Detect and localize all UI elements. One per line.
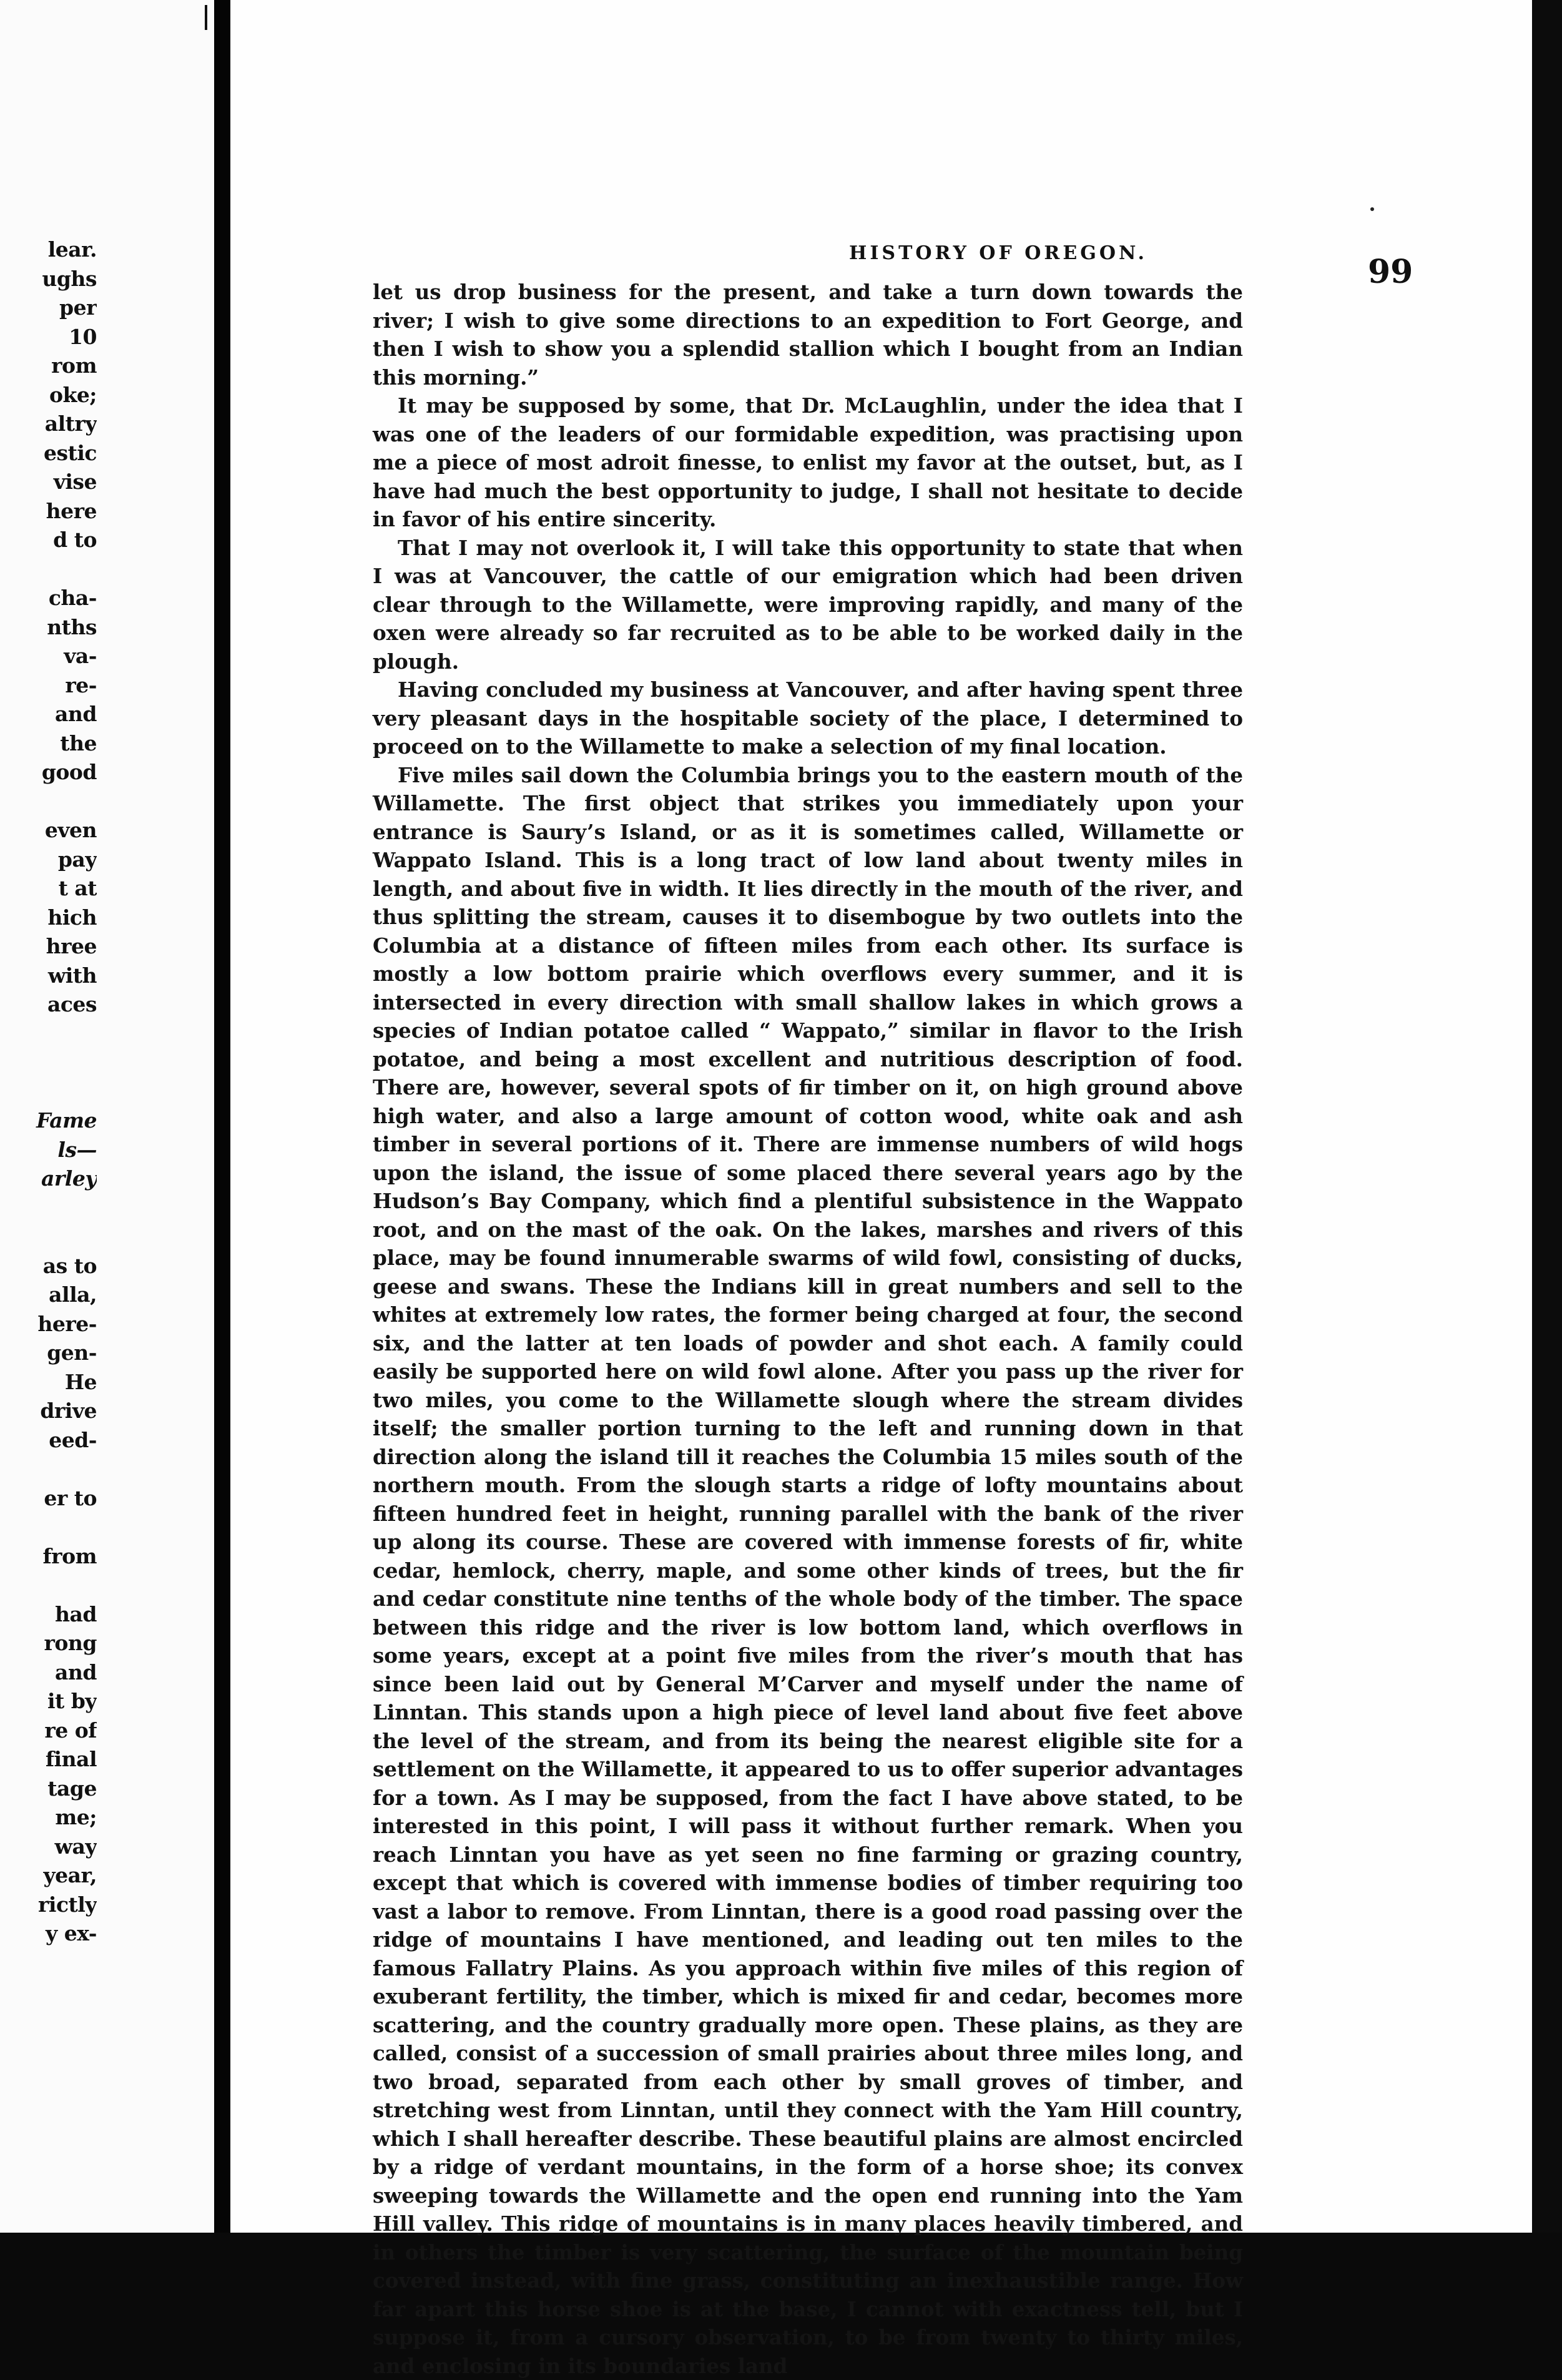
left-line-fragment: had xyxy=(55,1602,97,1627)
right-page xyxy=(230,0,1562,2233)
page-edge-shadow xyxy=(1532,0,1562,2233)
left-line-fragment: arley xyxy=(41,1166,97,1191)
left-line-fragment: ls— xyxy=(57,1138,97,1163)
body-text xyxy=(373,278,1243,2380)
left-line-fragment: 10 xyxy=(69,325,97,350)
left-line-fragment: nths xyxy=(47,615,97,640)
left-line-fragment: here- xyxy=(37,1312,97,1337)
left-line-fragment: from xyxy=(42,1544,97,1569)
left-line-fragment: and xyxy=(55,702,97,727)
left-line-fragment: and xyxy=(55,1660,97,1685)
paragraph: Five miles sail down the Columbia brings you to the eastern mouth of the Willamette. The first object that strikes you immediately upon your entrance is Saury’s Island, or as it is sometimes called, Willamette or Wappato Island. This is a long tract of low land about twenty miles in length, and about five in width. It lies directly in the mouth of the river, and thus splitting the stream, causes it to disembogue by two outlets into the Columbia at a distance of fifteen miles from each other. Its surface is mostly a low bottom prairie which overflows every summer, and it is intersected in every direction with small shallow lakes in which grows a species of Indian potatoe called “ Wappato,” similar in flavor to the Irish potatoe, and being a most excellent and nutritious description of food. There are, however, several spots of fir timber on it, on high ground above high water, and also a large amount of cotton wood, white oak and ash timber in several portions of it. There are immense numbers of wild hogs upon the island, the issue of some placed there several years ago by the Hudson’s Bay Company, which find a plentiful subsistence in the Wappato root, and on the mast of the oak. On the lakes, marshes and rivers of this place, may be found innumerable swarms of wild fowl, consisting of ducks, geese and swans. These the Indians kill in great numbers and sell to the whites at extremely low rates, the former being charged at four, the second six, and the latter at ten loads of powder and shot each. A family could easily be supported here on wild fowl alone. After you pass up the river for two miles, you come to the Willamette slough where the stream divides itself; the smaller portion turning to the left and running down in that direction along the island till it reaches the Columbia 15 miles south of the northern mouth. From the slough starts a ridge of lofty mountains about fifteen hundred feet in height, running parallel with the bank of the river up along its course. These are covered with immense forests of fir, white cedar, hemlock, cherry, maple, and some other kinds of trees, but the fir and cedar constitute nine tenths of the whole body of the timber. The space between this ridge and the river is low bottom land, which overflows in some years, except at a point five miles from the river’s mouth that has since been laid out by General M’Carver and myself under the name of Linntan. This stands upon a high piece of level land about five feet above the level of the stream, and from its being the nearest eligible site for a settlement on the Willamette, it appeared to us to offer superior advantages for a town. As I may be supposed, from the fact I have above stated, to be interested in this point, I will pass it without further remark. When you reach Linntan you have as yet seen no fine farming or grazing country, except that which is covered with immense bodies of timber requiring too vast a labor to remove. From Linntan, there is a good road passing over the ridge of mountains I have mentioned, and leading out ten miles to the famous Fallatry Plains. As you approach within five miles of this region of exuberant fertility, the timber, which is mixed fir and cedar, becomes more scattering, and the country gradually more open. These plains, as they are called, consist of a succession of small prairies about three miles long, and two broad, separated from each other by small groves of timber, and stretching west from Linntan, until they connect with the Yam Hill country, which I shall hereafter describe. These beautiful plains are almost encircled by a ridge of verdant mountains, in the form of a horse shoe; its convex sweeping towards the Willamette and the open end running into the Yam Hill valley. This ridge of mountains is in many places heavily timbered, and in others the timber is very scattering, the surface of the mountain being covered instead, with fine grass, constituting an inexhaustible range. How far apart this horse shoe is at the base, I cannot with exactness tell, but I suppose it, from a cursory observation, to be from twenty to thirty miles, and enclosing in its boundaries land xyxy=(373,761,1243,2380)
paragraph: That I may not overlook it, I will take this opportunity to state that when I was at Vancouver, the cattle of our emigration which had been driven clear through to the Willamette, were improving rapidly, and many of the oxen were already so far recruited as to be able to be worked daily in the plough. xyxy=(373,534,1243,676)
left-line-fragment: the xyxy=(60,731,97,756)
page-paper xyxy=(230,0,1532,2233)
left-line-fragment: it by xyxy=(47,1689,97,1714)
left-line-fragment: hree xyxy=(46,934,97,959)
left-line-fragment: rong xyxy=(44,1631,97,1656)
page-number: 99 xyxy=(1368,253,1413,291)
left-line-fragment: tage xyxy=(47,1776,97,1801)
left-line-fragment: way xyxy=(55,1834,97,1859)
left-line-fragment: me; xyxy=(55,1805,97,1830)
scan-speck xyxy=(1370,207,1374,211)
left-line-fragment: alla, xyxy=(49,1282,97,1307)
left-line-fragment: with xyxy=(48,963,97,988)
paragraph: Having concluded my business at Vancouver, and after having spent three very pleasant days in the hospitable society of the place, I determined to proceed on to the Willamette to make a selection of my final location. xyxy=(373,676,1243,761)
paragraph: It may be supposed by some, that Dr. McLaughlin, under the idea that I was one of the leaders of our formidable expedition, was practising upon me a piece of most adroit finesse, to enlist my favor at the outset, but, as I have had much the best opportunity to judge, I shall not hesitate to decide in favor of his entire sincerity. xyxy=(373,391,1243,534)
left-line-fragment: hich xyxy=(47,905,97,930)
left-line-fragment: gen- xyxy=(47,1340,97,1365)
left-line-fragment: final xyxy=(46,1747,97,1772)
left-line-fragment: rictly xyxy=(38,1892,97,1917)
paragraph: let us drop business for the present, and take a turn down towards the river; I wish to give some directions to an expedition to Fort George, and then I wish to show you a splendid stallion which I bought from an Indian this morning.” xyxy=(373,278,1243,391)
left-line-fragment: d to xyxy=(53,528,97,553)
left-line-fragment: t at xyxy=(59,876,97,901)
left-line-fragment: cha- xyxy=(49,586,97,611)
left-line-fragment: year, xyxy=(43,1863,97,1888)
left-line-fragment: lear. xyxy=(48,237,97,262)
left-line-fragment: oke; xyxy=(49,383,97,408)
left-line-fragment: eed- xyxy=(49,1428,97,1453)
left-line-fragment: y ex- xyxy=(46,1921,97,1946)
left-line-fragment: vise xyxy=(54,470,97,494)
book-gutter xyxy=(214,0,230,2233)
left-line-fragment: pay xyxy=(58,847,97,872)
left-line-fragment: altry xyxy=(45,411,97,436)
scan-tick-mark xyxy=(205,5,207,30)
left-line-fragment: here xyxy=(46,499,97,524)
left-line-fragment: Fame xyxy=(36,1108,97,1133)
left-line-fragment: per xyxy=(59,295,97,320)
left-line-fragment: drive xyxy=(40,1399,97,1424)
left-page xyxy=(0,0,215,2233)
left-line-fragment: even xyxy=(45,818,97,843)
left-line-fragment: re- xyxy=(65,673,97,698)
running-header: HISTORY OF OREGON. xyxy=(692,242,1304,264)
left-line-fragment: He xyxy=(65,1370,97,1395)
left-line-fragment: good xyxy=(42,760,97,785)
left-line-fragment: er to xyxy=(44,1486,97,1511)
left-line-fragment: ughs xyxy=(42,267,97,292)
left-line-fragment: re of xyxy=(44,1718,97,1743)
left-line-fragment: as to xyxy=(43,1254,97,1279)
left-line-fragment: rom xyxy=(51,353,97,378)
left-line-fragment: aces xyxy=(47,992,97,1017)
left-line-fragment: va- xyxy=(64,644,97,669)
left-page-text-fragments xyxy=(0,237,97,1998)
left-line-fragment: estic xyxy=(44,441,97,466)
